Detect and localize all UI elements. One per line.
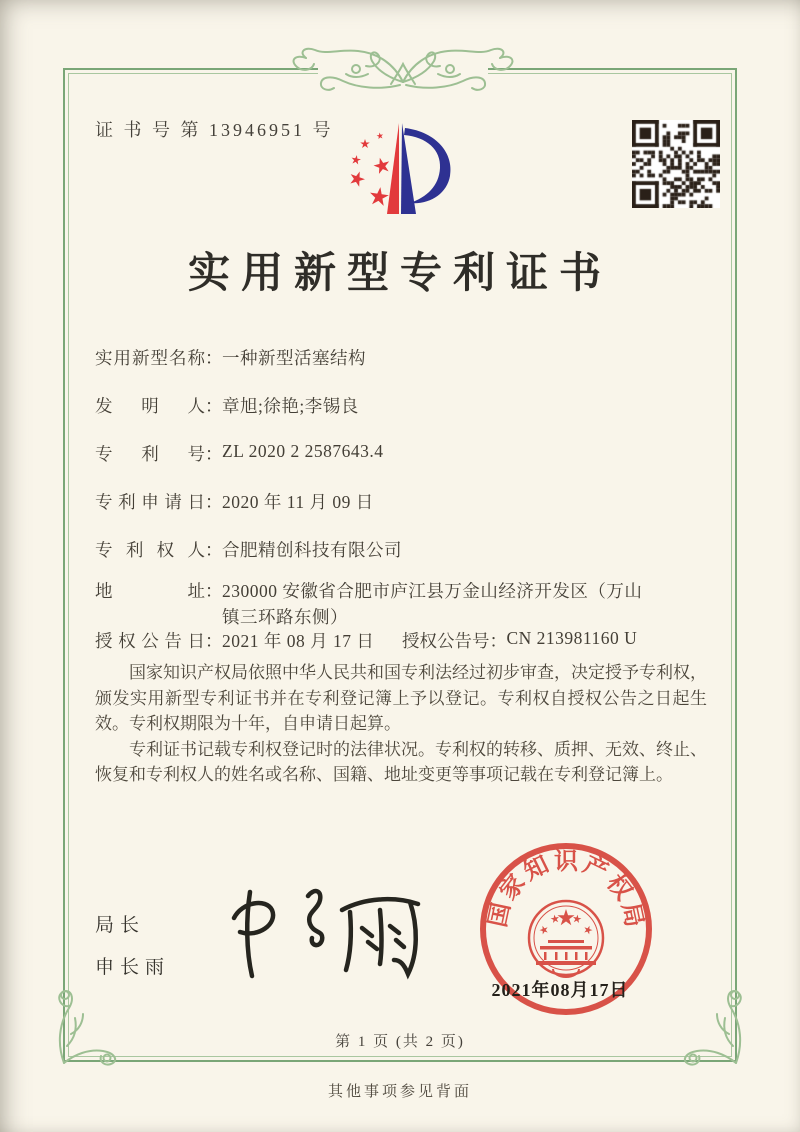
- field-row-patent-number: [95, 441, 383, 466]
- field-colon: ：: [205, 444, 223, 464]
- grant-number-value: CN 213981160 U: [506, 628, 638, 648]
- field-value: 2020 年 11 月 09 日: [222, 492, 374, 512]
- field-value: 合肥精创科技有限公司: [222, 540, 402, 560]
- field-value: 230000 安徽省合肥市庐江县万金山经济开发区（万山镇三环路东侧）: [222, 581, 643, 627]
- field-row-address: [95, 578, 654, 630]
- field-value: 章旭;徐艳;李锡良: [222, 396, 359, 416]
- national-emblem-icon: [529, 901, 603, 977]
- legal-text: [95, 660, 707, 788]
- cnipa-logo-icon: [332, 106, 482, 241]
- certificate-number: 证 书 号 第 13946951 号: [95, 120, 334, 140]
- page-number: 第 1 页 (共 2 页): [335, 1034, 465, 1050]
- field-row-filing-date: [95, 489, 374, 514]
- field-label: 专利权人: [95, 540, 205, 560]
- top-flourish-ornament-icon: [288, 40, 518, 96]
- certificate-title: 实用新型专利证书: [187, 251, 612, 297]
- field-row-inventors: [95, 393, 359, 418]
- seal-char: 识: [554, 849, 578, 875]
- grant-number-cell: [402, 628, 637, 653]
- field-row-invention-name: [95, 345, 366, 370]
- seal-char: 知: [520, 851, 554, 886]
- qr-code: [632, 120, 720, 208]
- signer-block: [95, 910, 170, 994]
- seal-char: 国: [485, 900, 516, 930]
- legal-paragraph-2: 专利证书记载专利权登记时的法律状况。专利权的转移、质押、无效、终止、恢复和专利权人的姓名或名称、国籍、地址变更等事项记载在专利登记簿上。: [95, 739, 707, 785]
- director-signature-icon: [222, 876, 432, 988]
- back-note: 其他事项参见背面: [327, 1084, 472, 1100]
- field-value: 一种新型活塞结构: [222, 348, 366, 368]
- seal-char: 局: [616, 900, 647, 930]
- field-colon: ：: [205, 492, 223, 512]
- field-label: 专利号: [95, 444, 205, 464]
- field-label: 专利申请日: [95, 492, 205, 512]
- seal-char: 家: [495, 870, 531, 906]
- field-label: 发明人: [95, 396, 205, 416]
- seal-char: 权: [601, 870, 637, 906]
- field-colon: ：: [205, 581, 223, 601]
- field-colon: ：: [205, 396, 223, 416]
- field-label: 授权公告日: [95, 631, 205, 651]
- field-row-patentee: [95, 537, 402, 562]
- field-colon: ：: [489, 631, 507, 651]
- field-row-grant: [95, 628, 638, 653]
- seal-char: 产: [578, 851, 612, 886]
- signer-name: 申长雨: [95, 957, 171, 978]
- field-label: 授权公告号: [402, 631, 490, 651]
- field-colon: ：: [205, 631, 223, 651]
- seal-date: 2021年08月17日: [491, 980, 629, 1000]
- field-value: ZL 2020 2 2587643.4: [222, 441, 384, 461]
- field-label: 地址: [95, 581, 205, 601]
- signer-title: 局长: [95, 915, 146, 936]
- field-colon: ：: [205, 348, 223, 368]
- legal-paragraph-1: 国家知识产权局依照中华人民共和国专利法经过初步审查，决定授予专利权，颁发实用新型专利证书并在专利登记簿上予以登记。专利权自授权公告之日起生效。专利权期限为十年，自申请日起算。: [95, 663, 707, 734]
- field-colon: ：: [205, 540, 223, 560]
- grant-date-value: 2021 年 08 月 17 日: [222, 631, 375, 651]
- field-label: 实用新型名称: [95, 348, 205, 368]
